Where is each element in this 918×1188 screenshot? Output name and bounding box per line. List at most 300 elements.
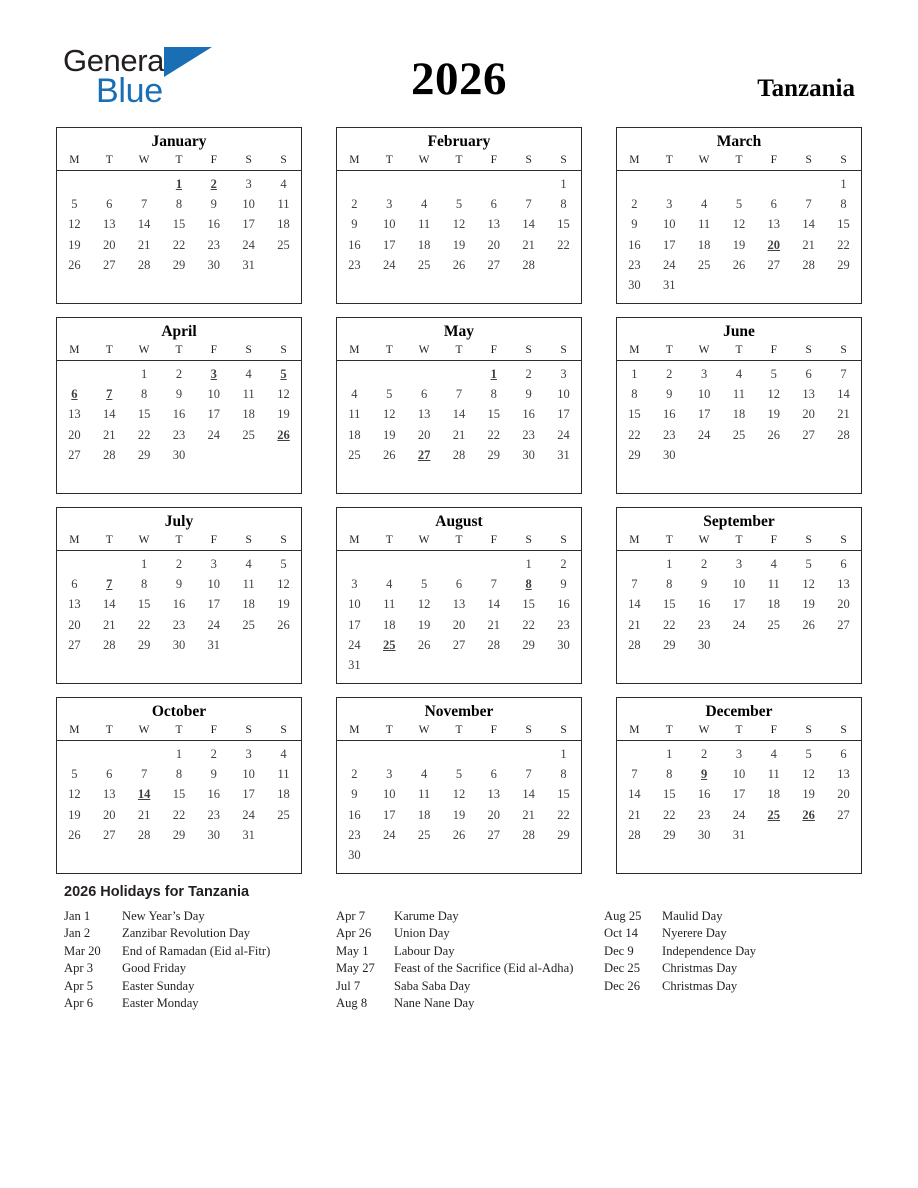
- day-cell-empty: [442, 170, 477, 194]
- day-cell: 24: [207, 427, 221, 442]
- week-row: [617, 740, 861, 764]
- weekday-header: T: [385, 533, 393, 546]
- weekday-header: T: [175, 343, 183, 356]
- day-cell: 11: [277, 196, 290, 211]
- day-cell: 16: [172, 597, 186, 612]
- week-row: [57, 595, 301, 615]
- day-cell: 7: [490, 576, 497, 591]
- holiday-date: Apr 26: [336, 926, 372, 941]
- day-cell: 4: [245, 366, 252, 381]
- day-cell: 30: [172, 448, 186, 463]
- day-cell: 4: [420, 196, 428, 211]
- holiday-name: Maulid Day: [662, 909, 723, 923]
- month-day-grid: [57, 723, 301, 866]
- week-row: [57, 825, 301, 845]
- day-cell-holiday: 5: [280, 366, 287, 381]
- day-cell: 19: [277, 407, 290, 422]
- day-cell: 28: [802, 258, 815, 273]
- month-day-grid: [57, 533, 301, 676]
- week-row: [617, 170, 861, 194]
- day-cell: 17: [348, 617, 361, 632]
- month-title: November: [424, 703, 494, 720]
- day-cell: 28: [103, 448, 116, 463]
- week-row: [57, 255, 301, 275]
- day-cell: 6: [490, 196, 497, 211]
- day-cell-empty: [791, 445, 826, 465]
- day-cell: 2: [525, 366, 532, 381]
- day-cell-empty: [826, 846, 861, 866]
- day-cell: 6: [840, 746, 847, 761]
- day-cell-empty: [442, 740, 477, 764]
- week-row: [617, 384, 861, 404]
- day-cell: 13: [68, 597, 81, 612]
- month-title: March: [716, 133, 762, 150]
- holiday-date: Dec 26: [604, 978, 641, 993]
- weekday-header: T: [385, 343, 393, 356]
- day-cell-empty: [266, 445, 301, 465]
- weekday-header: F: [490, 343, 497, 356]
- day-cell: 5: [770, 366, 777, 381]
- weekday-header-row: [57, 533, 301, 551]
- day-cell: 31: [242, 258, 255, 273]
- day-cell: 21: [628, 807, 641, 822]
- day-cell: 31: [557, 448, 570, 463]
- day-cell-empty: [231, 445, 266, 465]
- weekday-header-row: [337, 723, 581, 741]
- day-cell: 10: [383, 217, 396, 232]
- day-cell-empty: [546, 276, 581, 296]
- day-cell: 4: [770, 556, 777, 571]
- weekday-header: W: [698, 153, 710, 166]
- day-cell: 8: [175, 196, 183, 211]
- month-title: June: [723, 323, 755, 340]
- weekday-header: S: [280, 153, 287, 166]
- day-cell: 2: [631, 196, 638, 211]
- day-cell: 27: [837, 617, 850, 632]
- day-cell: 29: [663, 638, 676, 653]
- holiday-name: Saba Saba Day: [394, 978, 471, 993]
- page-header: [0, 0, 918, 112]
- day-cell-holiday: 3: [210, 366, 217, 381]
- day-cell-empty: [266, 846, 301, 866]
- day-cell: 30: [628, 278, 641, 293]
- day-cell: 29: [172, 258, 186, 273]
- week-row: [57, 425, 301, 445]
- day-cell: 7: [805, 196, 812, 211]
- week-row: [57, 360, 301, 384]
- day-cell: 10: [242, 766, 255, 781]
- day-cell-empty: [407, 656, 442, 676]
- day-cell: 12: [767, 386, 781, 401]
- day-cell-empty: [442, 550, 477, 574]
- day-cell: 3: [245, 746, 252, 761]
- day-cell: 21: [522, 807, 535, 822]
- month-day-grid: [617, 533, 861, 676]
- day-cell: 19: [383, 427, 396, 442]
- day-cell: 30: [207, 828, 221, 843]
- weekday-header: W: [418, 153, 430, 166]
- day-cell: 15: [837, 217, 850, 232]
- day-cell: 18: [697, 237, 711, 252]
- day-cell-empty: [57, 170, 92, 194]
- day-cell: 2: [351, 196, 358, 211]
- day-cell-empty: [687, 445, 722, 465]
- day-cell: 20: [103, 807, 116, 822]
- week-row: [337, 405, 581, 425]
- day-cell: 26: [452, 258, 466, 273]
- day-cell-empty: [756, 170, 791, 194]
- holiday-date: May 27: [336, 961, 375, 976]
- week-row: [337, 635, 581, 655]
- day-cell-holiday: 26: [277, 427, 290, 442]
- day-cell-empty: [407, 276, 442, 296]
- day-cell-holiday: 7: [106, 386, 113, 401]
- day-cell-empty: [442, 846, 477, 866]
- day-cell-empty: [372, 656, 407, 676]
- day-cell: 1: [666, 746, 673, 761]
- day-cell: 7: [140, 196, 148, 211]
- holiday-date: Apr 7: [336, 909, 366, 923]
- day-cell: 18: [767, 787, 781, 802]
- day-cell: 25: [242, 617, 255, 632]
- day-cell: 29: [137, 638, 151, 653]
- day-cell: 29: [837, 258, 850, 273]
- day-cell: 17: [207, 597, 221, 612]
- day-cell-holiday: 1: [490, 366, 497, 381]
- holiday-name: Christmas Day: [662, 978, 738, 993]
- day-cell: 24: [557, 427, 570, 442]
- day-cell: 13: [837, 766, 850, 781]
- week-row: [337, 764, 581, 784]
- weekday-header: F: [770, 533, 777, 546]
- day-cell: 16: [697, 597, 711, 612]
- week-row: [617, 656, 861, 676]
- day-cell: 12: [68, 217, 81, 232]
- day-cell-empty: [617, 656, 652, 676]
- day-cell: 1: [140, 556, 148, 571]
- months-grid: [56, 127, 862, 874]
- day-cell-holiday: 7: [106, 576, 113, 591]
- holiday-list-item: [336, 960, 600, 977]
- day-cell-empty: [687, 656, 722, 676]
- day-cell: 12: [277, 576, 290, 591]
- day-cell: 12: [68, 787, 81, 802]
- weekday-header-row: [617, 723, 861, 741]
- day-cell: 23: [207, 807, 221, 822]
- day-cell: 6: [455, 576, 463, 591]
- holiday-name: Karume Day: [394, 909, 459, 923]
- weekday-header: W: [698, 723, 710, 736]
- weekday-header: S: [525, 533, 532, 546]
- day-cell: 9: [210, 196, 217, 211]
- month-day-grid: [617, 343, 861, 486]
- day-cell-empty: [196, 656, 231, 676]
- weekday-header: S: [840, 723, 847, 736]
- day-cell: 19: [452, 237, 466, 252]
- week-row: [337, 466, 581, 486]
- week-row: [337, 384, 581, 404]
- weekday-header-row: [57, 723, 301, 741]
- weekday-header: T: [665, 343, 673, 356]
- day-cell: 16: [207, 217, 221, 232]
- day-cell: 24: [383, 258, 396, 273]
- weekday-header: F: [210, 343, 217, 356]
- day-cell: 26: [732, 258, 746, 273]
- day-cell-empty: [92, 656, 127, 676]
- day-cell-empty: [231, 276, 266, 296]
- day-cell: 21: [522, 237, 535, 252]
- day-cell-empty: [92, 846, 127, 866]
- day-cell: 13: [417, 407, 431, 422]
- logo-blue-text: Blue: [96, 72, 163, 110]
- day-cell: 16: [522, 407, 535, 422]
- weekday-header: S: [525, 343, 532, 356]
- week-row: [57, 635, 301, 655]
- day-cell: 19: [452, 807, 466, 822]
- day-cell: 1: [525, 556, 532, 571]
- day-cell: 12: [452, 787, 466, 802]
- weekday-header: T: [175, 723, 183, 736]
- day-cell: 19: [417, 617, 431, 632]
- weekday-header: S: [805, 153, 812, 166]
- day-cell-empty: [337, 276, 372, 296]
- day-cell: 28: [837, 427, 850, 442]
- day-cell: 25: [417, 828, 431, 843]
- day-cell: 14: [628, 787, 641, 802]
- holiday-name: Easter Monday: [122, 996, 199, 1011]
- weekday-header: S: [840, 153, 847, 166]
- holiday-list-item: [336, 978, 600, 995]
- weekday-header: W: [418, 343, 430, 356]
- day-cell: 18: [242, 407, 255, 422]
- day-cell: 6: [106, 766, 113, 781]
- day-cell: 5: [71, 196, 78, 211]
- day-cell: 8: [560, 766, 567, 781]
- weekday-header: F: [490, 723, 497, 736]
- holiday-list-item: [56, 925, 336, 942]
- day-cell: 18: [277, 217, 290, 232]
- holiday-date: Jul 7: [336, 978, 361, 993]
- month-card-april: [56, 317, 302, 494]
- week-row: [617, 215, 861, 235]
- day-cell: 27: [68, 448, 81, 463]
- day-cell-empty: [756, 635, 791, 655]
- day-cell: 31: [242, 828, 255, 843]
- day-cell: 5: [455, 766, 463, 781]
- month-card-november: [336, 697, 582, 874]
- month-title: August: [435, 513, 483, 530]
- day-cell: 29: [557, 828, 570, 843]
- holiday-list-item: [336, 995, 600, 1012]
- month-day-grid: [337, 533, 581, 676]
- weekday-header-row: [57, 153, 301, 171]
- week-row: [337, 170, 581, 194]
- day-cell: 5: [420, 576, 428, 591]
- day-cell: 27: [103, 258, 116, 273]
- day-cell: 12: [732, 217, 746, 232]
- day-cell: 25: [277, 237, 290, 252]
- month-title: July: [164, 513, 194, 530]
- day-cell: 11: [242, 386, 255, 401]
- day-cell: 13: [802, 386, 815, 401]
- week-row: [617, 805, 861, 825]
- day-cell-holiday: 1: [175, 176, 183, 191]
- day-cell: 23: [522, 427, 535, 442]
- weekday-header: F: [770, 723, 777, 736]
- day-cell: 10: [207, 386, 221, 401]
- weekday-header: S: [280, 343, 287, 356]
- day-cell-empty: [476, 170, 511, 194]
- day-cell: 14: [802, 217, 815, 232]
- day-cell-empty: [337, 550, 372, 574]
- weekday-header: M: [629, 153, 640, 166]
- day-cell: 11: [348, 407, 361, 422]
- day-cell-empty: [826, 466, 861, 486]
- day-cell: 23: [172, 427, 186, 442]
- weekday-header: W: [418, 723, 430, 736]
- day-cell: 2: [700, 746, 708, 761]
- day-cell-empty: [476, 466, 511, 486]
- weekday-header: T: [665, 723, 673, 736]
- day-cell-empty: [722, 846, 757, 866]
- day-cell: 4: [351, 386, 358, 401]
- day-cell: 8: [140, 386, 148, 401]
- week-row: [337, 194, 581, 214]
- day-cell: 19: [802, 597, 815, 612]
- day-cell: 4: [386, 576, 393, 591]
- month-day-grid: [617, 723, 861, 866]
- day-cell: 2: [560, 556, 567, 571]
- day-cell: 9: [700, 576, 708, 591]
- day-cell: 19: [68, 807, 81, 822]
- week-row: [617, 425, 861, 445]
- day-cell: 15: [172, 217, 186, 232]
- day-cell: 3: [700, 366, 708, 381]
- week-row: [57, 215, 301, 235]
- day-cell: 24: [732, 617, 746, 632]
- holiday-date: Apr 3: [64, 961, 94, 976]
- day-cell: 30: [663, 448, 676, 463]
- day-cell-holiday: 9: [700, 766, 708, 781]
- day-cell: 8: [175, 766, 183, 781]
- weekday-header: M: [69, 723, 80, 736]
- weekday-header: S: [805, 723, 812, 736]
- day-cell: 4: [420, 766, 428, 781]
- day-cell-empty: [511, 846, 546, 866]
- weekday-header: T: [455, 153, 463, 166]
- day-cell: 12: [277, 386, 290, 401]
- weekday-header: T: [175, 533, 183, 546]
- weekday-header: T: [735, 723, 743, 736]
- day-cell: 8: [560, 196, 567, 211]
- weekday-header: F: [210, 153, 217, 166]
- holiday-date: May 1: [336, 943, 369, 958]
- day-cell-empty: [57, 846, 92, 866]
- day-cell: 10: [348, 597, 361, 612]
- day-cell: 13: [452, 597, 466, 612]
- day-cell: 23: [697, 617, 711, 632]
- weekday-header-row: [617, 343, 861, 361]
- day-cell: 21: [137, 807, 151, 822]
- day-cell: 31: [732, 828, 746, 843]
- day-cell: 27: [487, 258, 501, 273]
- week-row: [57, 764, 301, 784]
- day-cell-empty: [162, 276, 197, 296]
- day-cell-empty: [231, 635, 266, 655]
- day-cell: 11: [242, 576, 255, 591]
- day-cell: 20: [837, 787, 850, 802]
- day-cell: 29: [522, 638, 535, 653]
- day-cell-empty: [407, 170, 442, 194]
- day-cell-empty: [92, 740, 127, 764]
- day-cell: 3: [351, 576, 358, 591]
- day-cell: 25: [417, 258, 431, 273]
- weekday-header: W: [138, 533, 150, 546]
- week-row: [617, 615, 861, 635]
- day-cell: 13: [103, 787, 116, 802]
- day-cell: 27: [802, 427, 815, 442]
- day-cell-empty: [196, 445, 231, 465]
- weekday-header: S: [805, 533, 812, 546]
- day-cell: 28: [137, 828, 151, 843]
- weekday-header: S: [560, 723, 567, 736]
- day-cell: 22: [837, 237, 850, 252]
- day-cell-empty: [231, 656, 266, 676]
- day-cell: 7: [631, 576, 638, 591]
- day-cell-empty: [617, 466, 652, 486]
- weekday-header-row: [617, 153, 861, 171]
- day-cell: 31: [207, 638, 221, 653]
- day-cell: 10: [242, 196, 255, 211]
- day-cell: 30: [697, 828, 711, 843]
- day-cell: 17: [732, 597, 746, 612]
- day-cell-empty: [826, 656, 861, 676]
- holidays-columns: [56, 908, 862, 1012]
- day-cell: 1: [140, 366, 148, 381]
- week-row: [337, 805, 581, 825]
- day-cell: 23: [557, 617, 570, 632]
- holiday-list-item: [56, 978, 336, 995]
- day-cell: 25: [697, 258, 711, 273]
- page-title-country: Tanzania: [757, 75, 855, 102]
- week-row: [617, 550, 861, 574]
- day-cell-empty: [127, 466, 162, 486]
- day-cell: 20: [103, 237, 116, 252]
- day-cell-empty: [162, 466, 197, 486]
- day-cell: 19: [767, 407, 781, 422]
- month-card-march: [616, 127, 862, 304]
- month-title: September: [703, 513, 775, 530]
- holiday-date: Mar 20: [64, 943, 101, 958]
- day-cell: 5: [735, 196, 743, 211]
- day-cell-holiday: 20: [767, 237, 781, 252]
- day-cell: 29: [137, 448, 151, 463]
- weekday-header: S: [840, 533, 847, 546]
- day-cell-empty: [231, 846, 266, 866]
- day-cell: 15: [663, 787, 676, 802]
- holidays-heading: 2026 Holidays for Tanzania: [64, 884, 250, 900]
- day-cell: 14: [837, 386, 850, 401]
- weekday-header: W: [698, 343, 710, 356]
- day-cell: 3: [210, 556, 217, 571]
- day-cell: 23: [697, 807, 711, 822]
- month-day-grid: [57, 343, 301, 486]
- weekday-header: F: [210, 723, 217, 736]
- holiday-name: Union Day: [394, 926, 450, 941]
- day-cell: 22: [137, 427, 151, 442]
- week-row: [57, 615, 301, 635]
- week-row: [57, 656, 301, 676]
